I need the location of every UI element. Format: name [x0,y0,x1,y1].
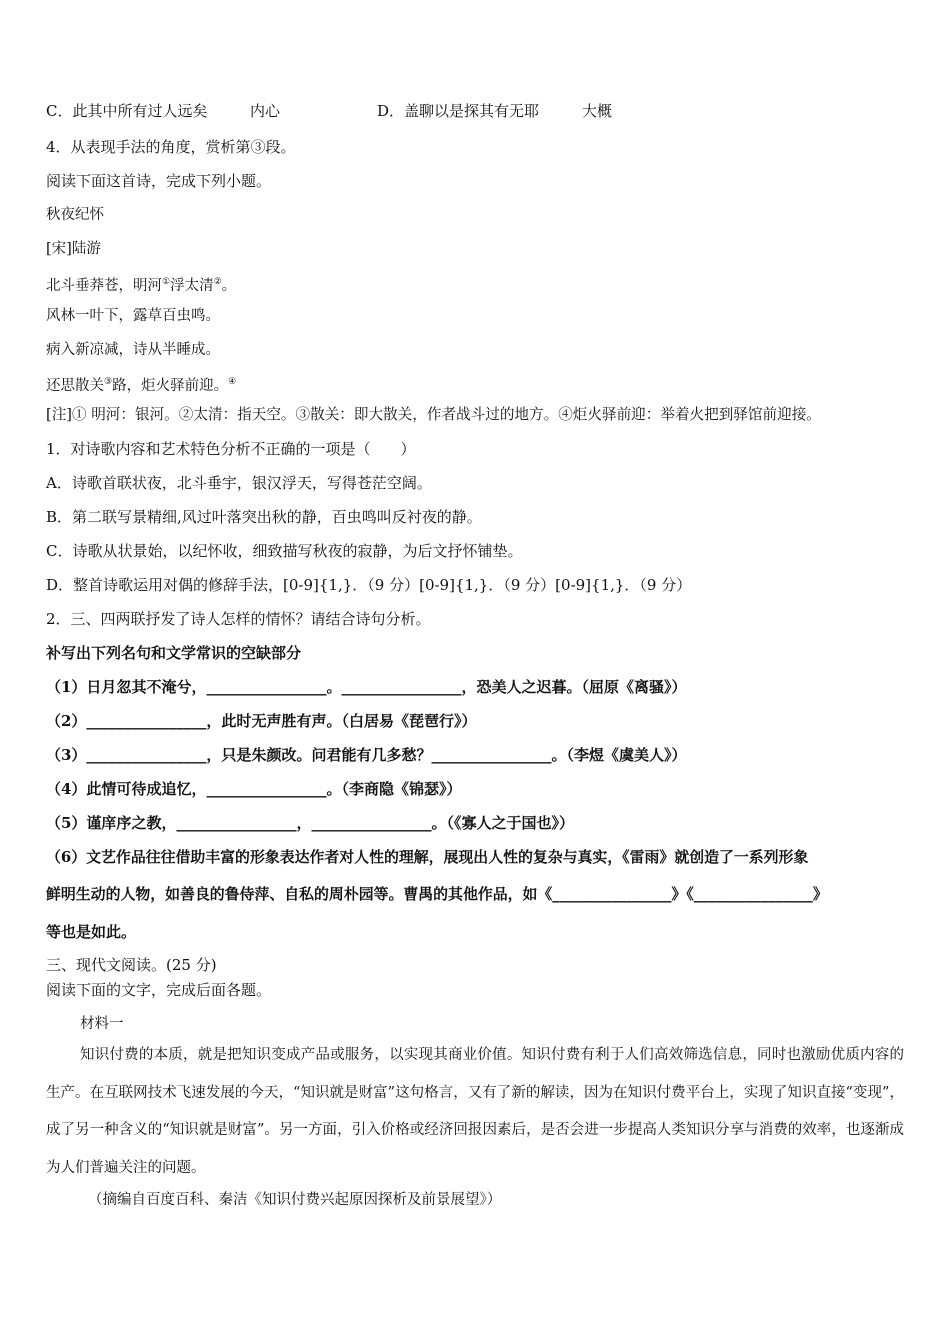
poem-line-4 [46,372,236,396]
fill-item-2: （2）________________，此时无声胜有声。（白居易《琵琶行》） [46,712,477,730]
footnote-mark-3: ③ [104,377,113,387]
fill-item-3: （3）________________，只是朱颜改。问君能有几多愁？________________。（李煜《虞美人》） [46,746,687,764]
footnote-mark-1: ① [162,277,171,287]
poem-line-1 [46,272,236,296]
footnote-mark-2: ② [213,277,222,287]
option-d: D．盖聊以是探其有无耶 [377,102,540,120]
option-c [46,101,207,121]
poem-question-1: 1．对诗歌内容和艺术特色分析不正确的一项是（ ） [46,440,416,458]
poem-notes: [注]① 明河：银河。②太清：指天空。③散关：即大散关，作者战斗过的地方。④炬火驿前迎：举着火把到驿馆前迎接。 [46,406,821,423]
material-source: （摘编自百度百科、秦洁《知识付费兴起原因探析及前景展望》） [88,1192,502,1208]
fill-item-6-line-1: （6）文艺作品往往借助丰富的形象表达作者对人性的理解，展现出人性的复杂与真实，《雷雨》就创造了一系列形象 [46,848,809,866]
option-c-text: C．此其中所有过人远矣 [46,102,208,120]
poem-line-1-b: 浮太清 [170,278,214,294]
fill-item-6-line-2: 鲜明生动的人物，如善良的鲁侍萍、自私的周朴园等。曹禺的其他作品，如《________________》《________________》 [46,885,828,903]
fill-item-6-line-3: 等也是如此。 [46,923,137,941]
fill-heading: 补写出下列名句和文学常识的空缺部分 [46,644,302,662]
poem-q1-option-b: B．第二联写景精细,风过叶落突出秋的静，百虫鸣叫反衬夜的静。 [46,508,482,526]
poem-q1-option-d: D．整首诗歌运用对偶的修辞手法，[0-9]{1,}．（9 分）[0-9]{1,}．（9 分）[0-9]{1,}．（9 分） [46,576,692,594]
section-3-heading: 三、现代文阅读。(25 分) [46,956,217,974]
poem-line-4-a: 还思散关 [46,378,104,394]
poem-line-4-b: 路，炬火驿前迎。 [112,378,229,394]
fill-item-1: （1）日月忽其不淹兮，________________。________________，恐美人之迟暮。（屈原《离骚》） [46,678,687,696]
poem-line-1-a: 北斗垂莽苍，明河 [46,278,162,294]
option-c-gloss: 内心 [250,102,281,120]
poem-title: 秋夜纪怀 [46,207,104,223]
option-d-gloss: 大概 [582,102,613,120]
poem-line-2: 风林一叶下，露草百虫鸣。 [46,308,220,324]
material-paragraph: 知识付费的本质，就是把知识变成产品或服务，以实现其商业价值。知识付费有利于人们高效筛选信息，同时也激励优质内容的生产。在互联网技术飞速发展的今天，“知识就是财富”这句格言，又有了新的解读，因为在知识付费平台上，实现了知识直接“变现”，成了另一种含义的“知识就是财富”。另一方面，引入价格或经济回报因素后，是否会进一步提高人类知识分享与消费的效率，也逐渐成为人们普遍关注的问题。 [46,1047,904,1176]
fill-item-5: （5）谨庠序之教，________________，________________。（《寡人之于国也》） [46,814,574,832]
footnote-mark-4: ④ [228,377,237,387]
material-label: 材料一 [80,1016,124,1032]
fill-item-4: （4）此情可待成追忆，________________。（李商隐《锦瑟》） [46,780,462,798]
poem-line-3: 病入新凉减，诗从半睡成。 [46,342,220,358]
poem-q1-option-c: C．诗歌从状景始，以纪怀收，细致描写秋夜的寂静，为后文抒怀铺垫。 [46,542,523,560]
poem-author: [宋]陆游 [46,241,101,257]
poem-question-2: 2．三、四两联抒发了诗人怎样的情怀？请结合诗句分析。 [46,610,431,628]
poem-q1-option-a: A．诗歌首联状夜，北斗垂宇，银汉浮天，写得苍茫空阔。 [46,474,432,492]
poem-instruction: 阅读下面这首诗，完成下列小题。 [46,172,272,190]
section-3-intro: 阅读下面的文字，完成后面各题。 [46,981,272,999]
question-4: 4．从表现手法的角度，赏析第③段。 [46,138,296,156]
poem-line-1-c: 。 [221,278,237,294]
